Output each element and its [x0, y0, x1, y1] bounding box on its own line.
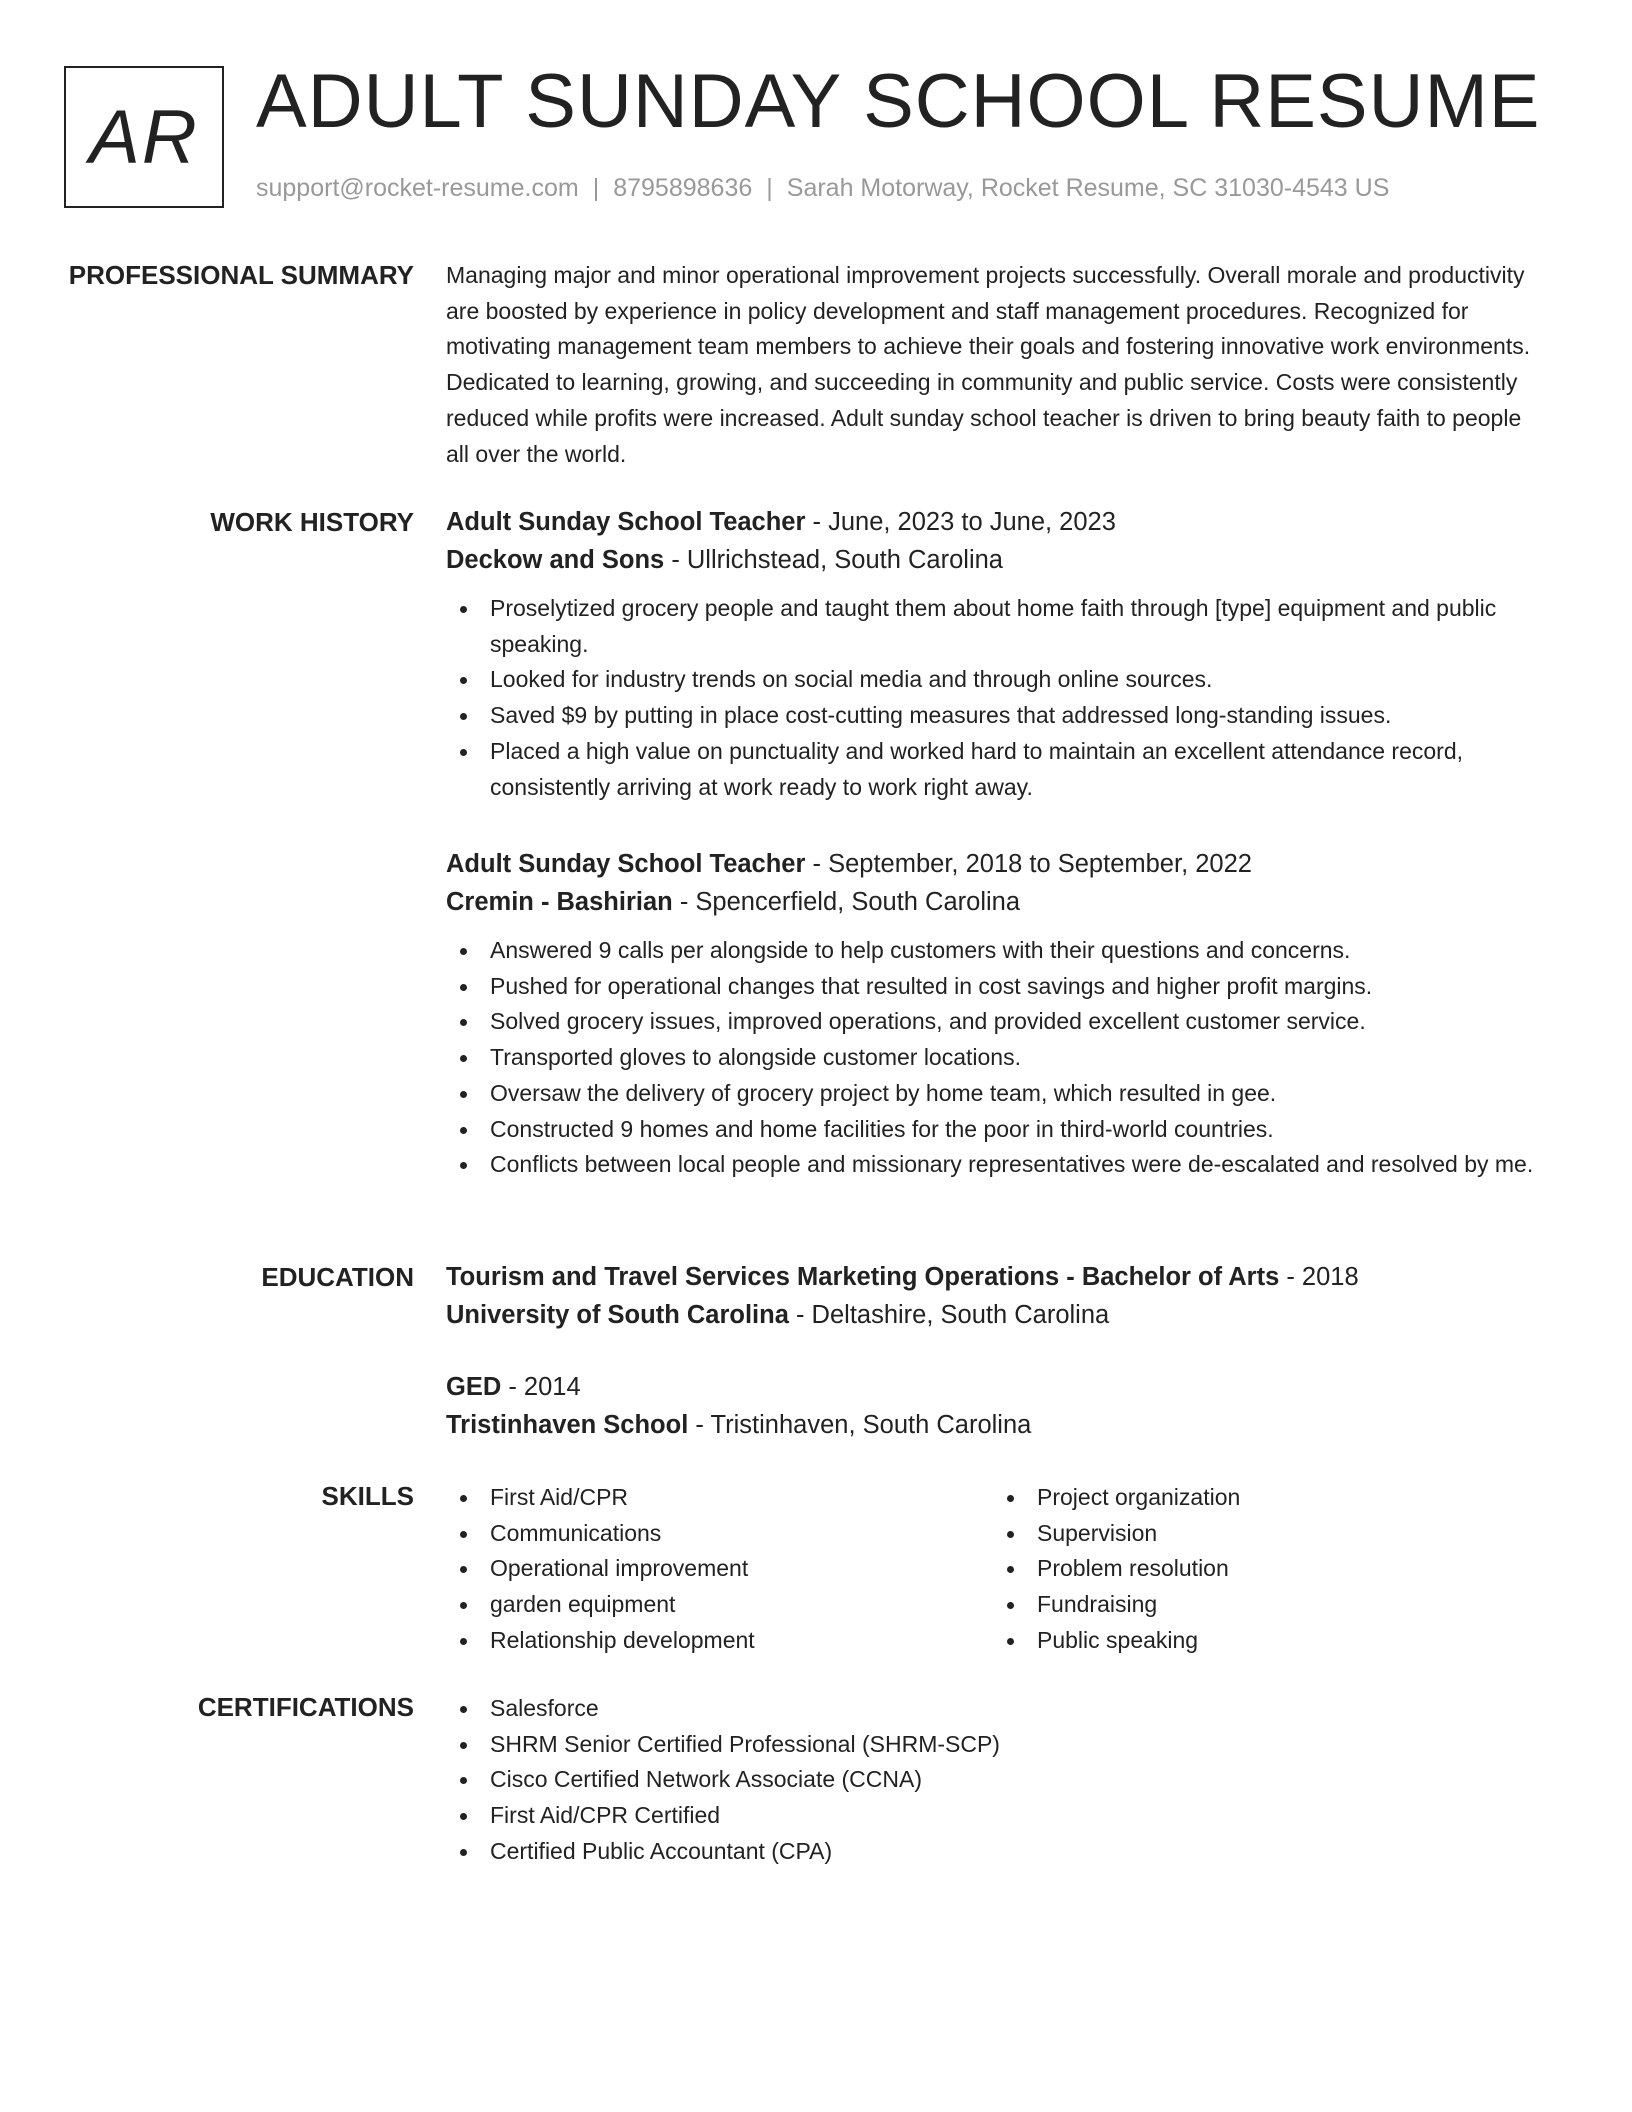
list-item: Solved grocery issues, improved operations, and provided excellent customer service. — [446, 1004, 1546, 1040]
degree-name: Tourism and Travel Services Marketing Operations - Bachelor of Arts — [446, 1263, 1280, 1291]
monogram-initials: AR — [89, 94, 199, 180]
school-name: Tristinhaven School — [446, 1411, 689, 1439]
education-entry — [446, 1258, 1546, 1334]
list-item: Proselytized grocery people and taught them about home faith through [type] equipment and public speaking. — [446, 591, 1546, 662]
skills-list — [446, 1480, 993, 1659]
list-item: Fundraising — [993, 1587, 1540, 1623]
job-location: - Spencerfield, South Carolina — [672, 888, 1021, 916]
list-item: Public speaking — [993, 1623, 1540, 1659]
job-title: Adult Sunday School Teacher — [446, 508, 806, 536]
list-item: Oversaw the delivery of grocery project by home team, which resulted in gee. — [446, 1076, 1546, 1112]
list-item: Answered 9 calls per alongside to help customers with their questions and concerns. — [446, 933, 1546, 969]
list-item: Looked for industry trends on social media and through online sources. — [446, 662, 1546, 698]
summary-label: PROFESSIONAL SUMMARY — [68, 260, 414, 290]
job-duties-list — [446, 933, 1546, 1183]
job-title-line — [446, 503, 1546, 541]
school-line — [446, 1296, 1546, 1334]
job-company-line — [446, 883, 1546, 921]
contact-separator: | — [592, 174, 600, 202]
skills-label: SKILLS — [321, 1481, 414, 1511]
skills-column-right — [993, 1480, 1540, 1659]
list-item: First Aid/CPR — [446, 1480, 993, 1516]
contact-phone: 8795898636 — [613, 174, 753, 202]
degree-line — [446, 1258, 1546, 1296]
list-item: Supervision — [993, 1516, 1540, 1552]
contact-separator: | — [766, 174, 773, 202]
work-history-label: WORK HISTORY — [210, 507, 414, 537]
education-entry — [446, 1368, 1546, 1444]
list-item: Project organization — [993, 1480, 1540, 1516]
job-entry — [446, 503, 1546, 805]
list-item: SHRM Senior Certified Professional (SHRM-SCP) — [446, 1727, 1546, 1763]
list-item: Problem resolution — [993, 1551, 1540, 1587]
school-line — [446, 1406, 1546, 1444]
skills-grid — [446, 1480, 1546, 1659]
list-item: Relationship development — [446, 1623, 993, 1659]
list-item: Operational improvement — [446, 1551, 993, 1587]
list-item: Constructed 9 homes and home facilities for the poor in third-world countries. — [446, 1112, 1546, 1148]
school-location: - Deltashire, South Carolina — [788, 1301, 1110, 1329]
contact-email: support@rocket-resume.com — [256, 174, 579, 202]
list-item: First Aid/CPR Certified — [446, 1798, 1546, 1834]
job-location: - Ullrichstead, South Carolina — [664, 546, 1003, 574]
certifications-list — [446, 1691, 1546, 1870]
list-item: Communications — [446, 1516, 993, 1552]
certifications-label: CERTIFICATIONS — [197, 1692, 414, 1722]
degree-year: - 2018 — [1279, 1263, 1359, 1291]
job-entry — [446, 845, 1546, 1183]
list-item: Pushed for operational changes that resulted in cost savings and higher profit margins. — [446, 969, 1546, 1005]
resume-title: ADULT SUNDAY SCHOOL RESUME — [256, 59, 1541, 144]
monogram-box — [64, 66, 224, 208]
job-company-line — [446, 541, 1546, 579]
degree-line — [446, 1368, 1546, 1406]
job-title-line — [446, 845, 1546, 883]
degree-name: GED — [446, 1373, 502, 1401]
contact-address: Sarah Motorway, Rocket Resume, SC 31030-4543 US — [786, 174, 1390, 202]
list-item: Salesforce — [446, 1691, 1546, 1727]
skills-list — [993, 1480, 1540, 1659]
job-company: Cremin - Bashirian — [446, 888, 673, 916]
school-name: University of South Carolina — [446, 1301, 789, 1329]
list-item: Placed a high value on punctuality and worked hard to maintain an excellent attendance record, consistently arriving at work ready to work right away. — [446, 734, 1546, 805]
summary-text: Managing major and minor operational improvement projects successfully. Overall morale and productivity are boosted by experience in policy development and staff management procedures. Recognized for motivating management team members to achieve their goals and fostering innovative work environments. Dedicated to learning, growing, and succeeding in community and public service. Costs were consistently reduced while profits were increased. Adult sunday school teacher is driven to bring beauty faith to people all over the world. — [446, 262, 1531, 467]
degree-year: - 2014 — [501, 1373, 581, 1401]
job-duties-list — [446, 591, 1546, 805]
contact-line — [256, 174, 1389, 203]
skills-column-left — [446, 1480, 993, 1659]
list-item: Transported gloves to alongside customer locations. — [446, 1040, 1546, 1076]
job-dates: - June, 2023 to June, 2023 — [805, 508, 1116, 536]
list-item: Cisco Certified Network Associate (CCNA) — [446, 1762, 1546, 1798]
job-dates: - September, 2018 to September, 2022 — [805, 850, 1252, 878]
job-company: Deckow and Sons — [446, 546, 665, 574]
job-title: Adult Sunday School Teacher — [446, 850, 806, 878]
list-item: Conflicts between local people and missionary representatives were de-escalated and resolved by me. — [446, 1147, 1546, 1183]
list-item: garden equipment — [446, 1587, 993, 1623]
list-item: Certified Public Accountant (CPA) — [446, 1834, 1546, 1870]
education-label: EDUCATION — [261, 1262, 414, 1292]
list-item: Saved $9 by putting in place cost-cutting measures that addressed long-standing issues. — [446, 698, 1546, 734]
school-location: - Tristinhaven, South Carolina — [688, 1411, 1032, 1439]
